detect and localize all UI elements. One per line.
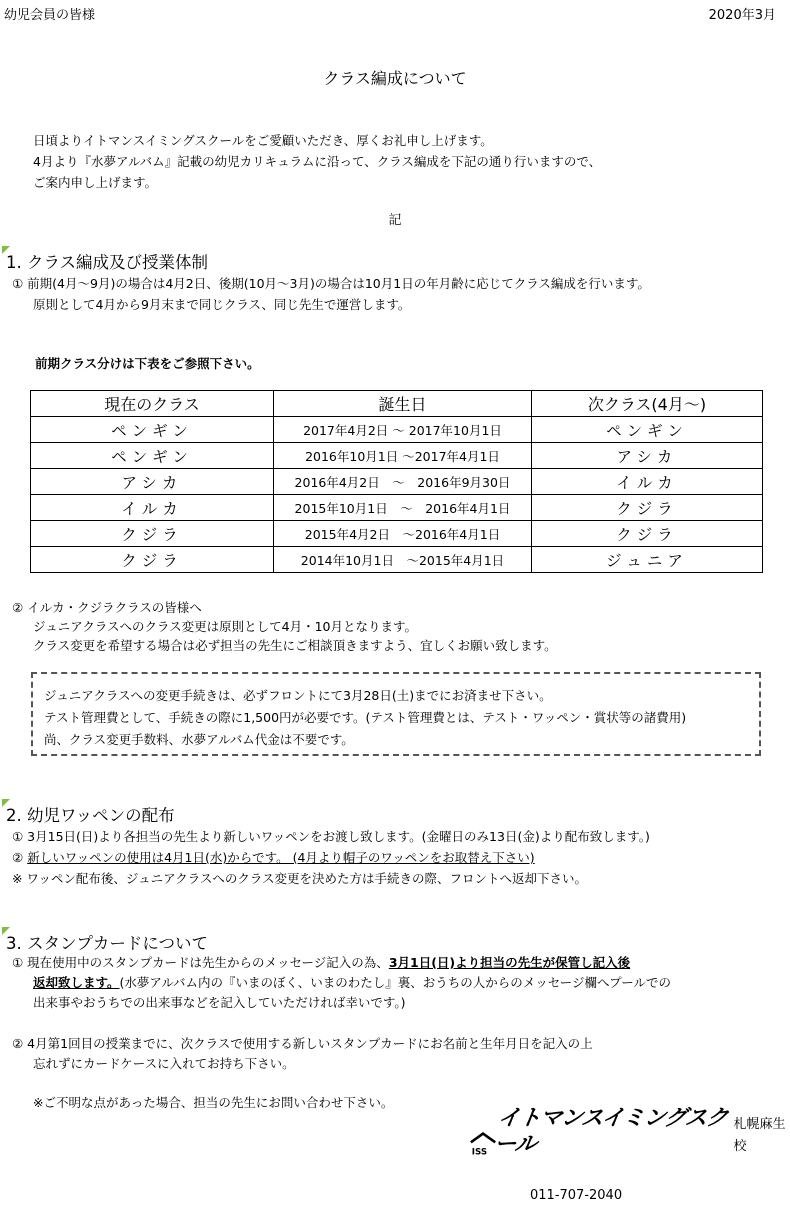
table-row [31, 521, 763, 547]
notice-line: 尚、クラス変更手数料、水夢アルバム代金は不要です。 [44, 732, 354, 747]
notice-box [31, 672, 761, 756]
section3-item1-rest: (水夢アルバム内の『いまのぼく、いまのわたし』裏、おうちの人からのメッセージ欄へプールでの [119, 975, 672, 990]
logo-mark-text: ISS [471, 1147, 488, 1158]
section2-heading: 2. 幼児ワッペンの配布 [6, 806, 175, 825]
intro-line: ご案内申し上げます。 [33, 175, 158, 190]
birthday-cell: 2015年10月1日 ～ 2016年4月1日 [274, 495, 532, 521]
table-header-row [31, 391, 763, 417]
notice-line: テスト管理費として、手続きの際に1,500円が必要です。(テスト管理費とは、テスト・ワッペン・賞状等の諸費用) [44, 710, 687, 725]
section3-item1-line3: 出来事やおうちでの出来事などを記入していただければ幸いです。) [33, 995, 406, 1010]
ki-marker: 記 [388, 213, 402, 228]
section1-item1-line1: ① 前期(4月～9月)の場合は4月2日、後期(10月～3月)の場合は10月1日の年月齢に応じてクラス編成を行います。 [12, 276, 650, 291]
next-class-cell: ジュニア [532, 547, 763, 573]
section2-line3: ※ ワッペン配布後、ジュニアクラスへのクラス変更を決めた方は手続きの際、フロントへ返却下さい。 [12, 871, 587, 886]
logo-branch-name: 札幌麻生校 [733, 1117, 786, 1154]
current-class-cell: クジラ [31, 547, 274, 573]
section3-item2-line1: ② 4月第1回目の授業までに、次クラスで使用する新しいスタンプカードにお名前と生年月日を記入の上 [12, 1036, 593, 1051]
next-class-cell: クジラ [532, 521, 763, 547]
section3-item1-line1 [12, 953, 630, 971]
birthday-cell: 2017年4月2日 ～ 2017年10月1日 [274, 417, 532, 443]
intro-line: 日頃よりイトマンスイミングスクールをご愛顧いただき、厚くお礼申し上げます。 [33, 133, 493, 148]
section2-line1: ① 3月15日(日)より各担当の先生より新しいワッペンをお渡し致します。(金曜日のみ13日(金)より配布致します。) [12, 829, 650, 844]
class-table [30, 390, 763, 573]
birthday-cell: 2016年10月1日 ～2017年4月1日 [274, 443, 532, 469]
notice-line: ジュニアクラスへの変更手続きは、必ずフロントにて3月28日(土)までにお済ませ下さい。 [44, 688, 552, 703]
header-next-class: 次クラス(4月～) [532, 391, 763, 417]
section3-item1-line2 [33, 973, 671, 991]
birthday-cell: 2015年4月2日 ～2016年4月1日 [274, 521, 532, 547]
section2-line2 [12, 848, 535, 866]
section3-item1-emphasis: 3月1日(日)より担当の先生が保管し記入後 [388, 955, 631, 970]
current-class-cell: クジラ [31, 521, 274, 547]
table-row [31, 443, 763, 469]
table-row [31, 495, 763, 521]
next-class-cell: ペンギン [532, 417, 763, 443]
section1-item1-line2: 原則として4月から9月末まで同じクラス、同じ先生で運営します。 [33, 297, 411, 312]
table-row [31, 469, 763, 495]
section1-heading: 1. クラス編成及び授業体制 [6, 253, 208, 272]
header-current-class: 現在のクラス [31, 391, 274, 417]
section1-item2-line2: ジュニアクラスへのクラス変更は原則として4月・10月となります。 [33, 619, 417, 634]
section2-line2-prefix: ② [12, 850, 28, 865]
current-class-cell: ペンギン [31, 417, 274, 443]
birthday-cell: 2016年4月2日 ～ 2016年9月30日 [274, 469, 532, 495]
birthday-cell: 2014年10月1日 ～2015年4月1日 [274, 547, 532, 573]
next-class-cell: クジラ [532, 495, 763, 521]
addressee: 幼児会員の皆様 [4, 8, 96, 23]
logo-school-name: イトマンスイミングスクール [492, 1106, 729, 1157]
section2-line2-underlined: 新しいワッペンの使用は4月1日(水)からです。 (4月より帽子のワッペンをお取替え下さい) [27, 850, 535, 865]
header-birthday: 誕生日 [274, 391, 532, 417]
school-logo [470, 1106, 790, 1158]
intro-paragraph [33, 130, 601, 193]
table-row [31, 417, 763, 443]
current-class-cell: ペンギン [31, 443, 274, 469]
intro-line: 4月より『水夢アルバム』記載の幼児カリキュラムに沿って、クラス編成を下記の通り行いますので、 [33, 154, 602, 169]
document-title: クラス編成について [323, 69, 467, 88]
phone-number: 011-707-2040 [530, 1188, 623, 1203]
next-class-cell: イルカ [532, 469, 763, 495]
next-class-cell: アシカ [532, 443, 763, 469]
current-class-cell: イルカ [31, 495, 274, 521]
section1-item2-line3: クラス変更を希望する場合は必ず担当の先生にご相談頂きますよう、宜しくお願い致します。 [33, 638, 557, 653]
section3-heading: 3. スタンプカードについて [6, 934, 208, 953]
section3-item1-emphasis-end: 返却致します。 [33, 975, 120, 990]
section3-item2-line2: 忘れずにカードケースに入れてお持ち下さい。 [33, 1056, 295, 1071]
section1-item2-line1: ② イルカ・クジラクラスの皆様へ [12, 600, 202, 615]
inquiry-note: ※ご不明な点があった場合、担当の先生にお問い合わせ下さい。 [33, 1095, 394, 1110]
current-class-cell: アシカ [31, 469, 274, 495]
section3-item1-prefix: ① 現在使用中のスタンプカードは先生からのメッセージ記入の為、 [12, 955, 389, 970]
table-row [31, 547, 763, 573]
document-date: 2020年3月 [708, 8, 776, 23]
table-caption: 前期クラス分けは下表をご参照下さい。 [35, 356, 260, 371]
